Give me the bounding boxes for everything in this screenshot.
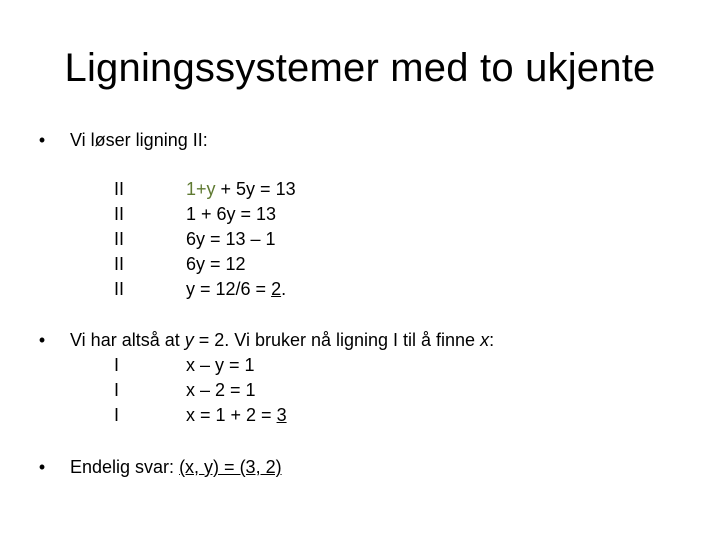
equation-text: 6y = 12 <box>186 254 246 274</box>
equation-text: x – y = 1 <box>186 355 255 375</box>
equation-text: x = 1 + 2 = 3 <box>186 405 287 425</box>
slide-title: Ligningssystemer med to ukjente <box>64 46 656 90</box>
result-value: 3 <box>276 405 287 425</box>
equation-label: II <box>114 204 125 224</box>
substituted-term: 1+y <box>186 179 216 199</box>
equation-text: 1 + 6y = 13 <box>186 204 277 224</box>
bullet-dot: • <box>38 457 46 477</box>
bullet-3-text: Endelig svar: (x, y) = (3, 2) <box>70 457 282 477</box>
equation-label: I <box>114 405 120 425</box>
equation-text: x – 2 = 1 <box>186 380 256 400</box>
equation-label: I <box>114 355 120 375</box>
equation-label: II <box>114 179 125 199</box>
bullet-dot: • <box>38 330 46 350</box>
result-value: 2 <box>271 279 282 299</box>
bullet-2-text: Vi har altså at y = 2. Vi bruker nå ligning I til å finne x: <box>70 330 495 350</box>
bullet-1-text: Vi løser ligning II: <box>70 130 208 150</box>
equation-text: 1+y + 5y = 13 <box>186 179 296 199</box>
equation-label: II <box>114 254 125 274</box>
final-answer: (x, y) = (3, 2) <box>179 457 282 477</box>
equation-label: I <box>114 380 120 400</box>
equation-text: 6y = 13 – 1 <box>186 229 276 249</box>
bullet-dot: • <box>38 130 46 150</box>
equation-text: y = 12/6 = 2. <box>186 279 287 299</box>
equation-label: II <box>114 229 125 249</box>
equation-label: II <box>114 279 125 299</box>
